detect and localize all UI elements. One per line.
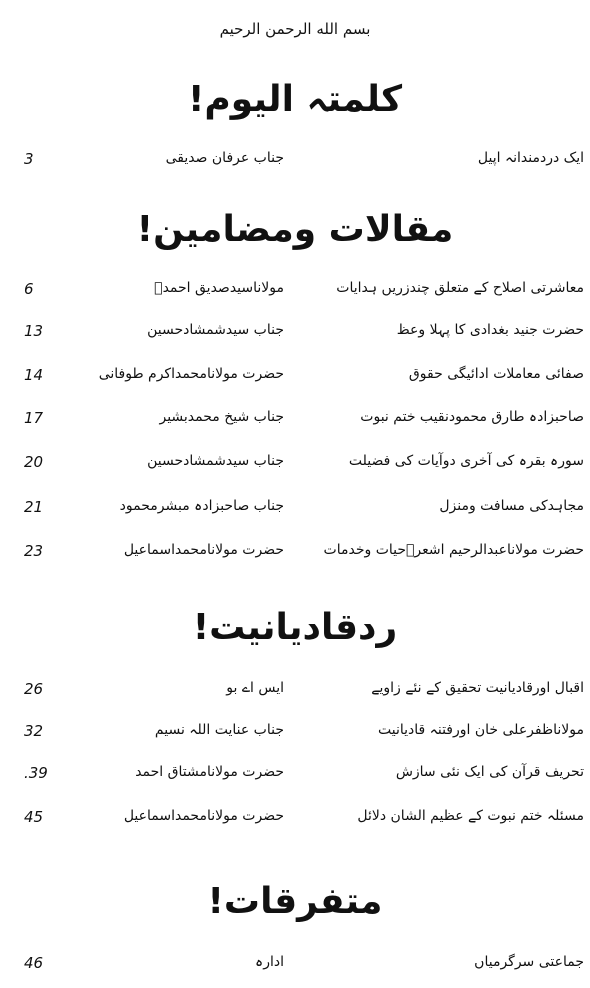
page-number: 3: [24, 150, 34, 168]
page-number: 45: [24, 808, 44, 826]
page-number: 26: [24, 680, 44, 698]
article-title: مجاہدکی مسافت ومنزل: [439, 498, 584, 514]
article-title: مولاناظفرعلی خان اورفتنہ قادیانیت: [377, 722, 584, 738]
toc-row: [24, 453, 584, 477]
toc-row: [24, 722, 584, 746]
page-number: 13: [24, 322, 44, 340]
section-heading-radd-qadianiyat: ردقادیانیت!: [192, 607, 398, 648]
page-number: 32: [24, 722, 44, 740]
page-number: 17: [24, 409, 44, 427]
page-number: 23: [24, 542, 44, 560]
toc-row: [24, 280, 584, 304]
author-name: حضرت مولانامشتاق احمد: [135, 764, 284, 780]
toc-row: [24, 366, 584, 390]
section-heading-maqalat: مقالات ومضامین!: [136, 209, 454, 250]
author-name: جناب سیدشمشادحسین: [147, 322, 284, 338]
author-name: حضرت مولانامحمداسماعیل: [123, 808, 284, 824]
toc-row: [24, 954, 584, 978]
toc-row: [24, 542, 584, 566]
article-title: تحریف قرآن کی ایک نئی سازش: [395, 764, 584, 780]
page-number: 46: [24, 954, 44, 972]
article-title: سورہ بقرہ کی آخری دوآیات کی فضیلت: [348, 453, 584, 469]
author-name: ادارہ: [255, 954, 284, 970]
author-name: حضرت مولانامحمداکرم طوفانی: [98, 366, 284, 382]
article-title: اقبال اورقادیانیت تحقیق کے نئے زاویے: [371, 680, 584, 696]
author-name: جناب عرفان صدیقی: [165, 150, 284, 166]
article-title: جماعتی سرگرمیاں: [474, 954, 584, 970]
author-name: جناب عنایت اللہ نسیم: [154, 722, 284, 738]
article-title: ایک دردمندانہ اپیل: [477, 150, 584, 166]
article-title: حضرت جنید بغدادی کا پہلا وعظ: [396, 322, 584, 338]
toc-row: [24, 808, 584, 832]
author-name: جناب سیدشمشادحسین: [147, 453, 284, 469]
article-title: معاشرتی اصلاح کے متعلق چندزریں ہدایات: [336, 280, 584, 296]
article-title: صفائی معاملات ادائیگی حقوق: [408, 366, 584, 382]
toc-row: [24, 764, 584, 788]
toc-row: [24, 409, 584, 433]
article-title: مسئلہ ختم نبوت کے عظیم الشان دلائل: [357, 808, 584, 824]
page-number: 21: [24, 498, 44, 516]
toc-row: [24, 498, 584, 522]
toc-row: [24, 322, 584, 346]
author-name: مولاناسیدصدیق احمدؒ: [154, 280, 284, 296]
page-number: 20: [24, 453, 44, 471]
author-name: جناب صاحبزادہ مبشرمحمود: [119, 498, 284, 514]
page-number: 6: [24, 280, 34, 298]
toc-row: [24, 680, 584, 704]
article-title: حضرت مولاناعبدالرحیم اشعرؒحیات وخدمات: [323, 542, 584, 558]
author-name: ایس اے بو: [226, 680, 284, 696]
bismillah: بسم الله الرحمن الرحیم: [219, 20, 371, 38]
section-heading-mutafarriqat: متفرقات!: [207, 881, 383, 922]
page-number: .39: [24, 764, 48, 782]
toc-row: [24, 150, 584, 174]
page-number: 14: [24, 366, 44, 384]
author-name: حضرت مولانامحمداسماعیل: [123, 542, 284, 558]
section-heading-kalimat: کلمتہ الیوم!: [187, 79, 402, 120]
article-title: صاحبزادہ طارق محمودنقیب ختم نبوت: [360, 409, 584, 425]
author-name: جناب شیخ محمدبشیر: [159, 409, 284, 425]
